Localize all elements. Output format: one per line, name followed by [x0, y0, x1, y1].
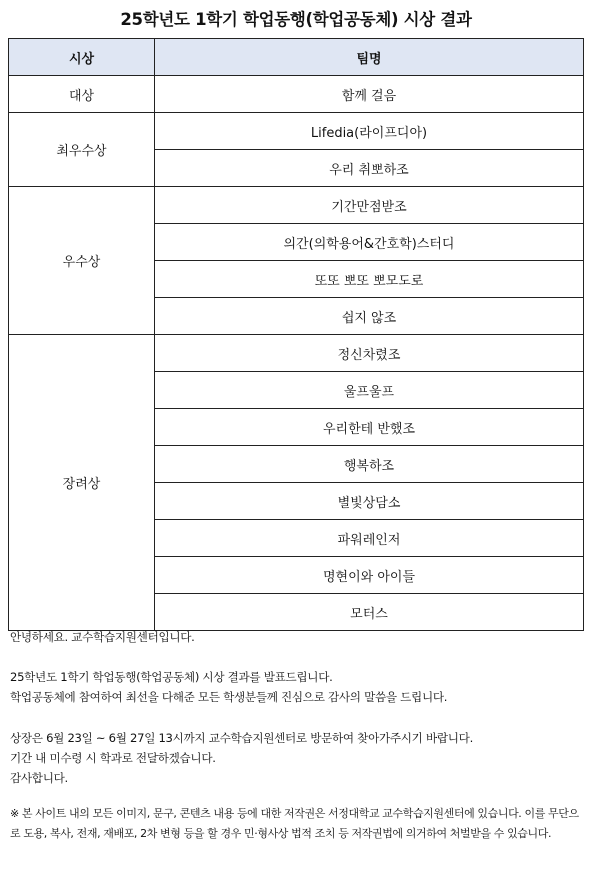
table-row [9, 113, 584, 150]
award-column-header: 시상 [9, 39, 155, 76]
team-cell: 의간(의학용어&간호학)스터디 [155, 224, 584, 261]
team-cell: 명현이와 아이들 [155, 557, 584, 594]
team-cell: 우리한테 반했조 [155, 409, 584, 446]
team-cell: 별빛상담소 [155, 483, 584, 520]
closing-text: 감사합니다. [10, 771, 68, 785]
team-cell: 기간만점받조 [155, 187, 584, 224]
award-cell-encouragement: 장려상 [9, 335, 155, 631]
table-row [9, 76, 584, 113]
page-title: 25학년도 1학기 학업동행(학업공동체) 시상 결과 [120, 10, 472, 29]
greeting-text: 안녕하세요. 교수학습지원센터입니다. [10, 630, 195, 644]
announcement-line: 25학년도 1학기 학업동행(학업공동체) 시상 결과를 발표드립니다. [10, 670, 333, 684]
copyright-notice: ※ 본 사이트 내의 모든 이미지, 문구, 콘텐츠 내용 등에 대한 저작권은 서정대학교 교수학습지원센터에 있습니다. 이를 무단으로 도용, 복사, 전재, 재배포, 2차 변형 등을 할 경우 민·형사상 법적 조치 등 저작권법에 의거하여 처벌받을 수 있습니다. [10, 807, 579, 840]
pickup-instructions: 상장은 6월 23일 ~ 6월 27일 13시까지 교수학습지원센터로 방문하여 찾아가주시기 바랍니다. [10, 731, 473, 745]
table-row [9, 335, 584, 372]
team-cell: 파워레인저 [155, 520, 584, 557]
team-cell: 함께 걸음 [155, 76, 584, 113]
unclaimed-notice: 기간 내 미수령 시 학과로 전달하겠습니다. [10, 751, 216, 765]
team-cell: 우리 취뽀하조 [155, 150, 584, 187]
award-cell-merit: 우수상 [9, 187, 155, 335]
awards-table [8, 38, 584, 631]
team-cell: Lifedia(라이프디아) [155, 113, 584, 150]
thanks-line: 학업공동체에 참여하여 최선을 다해준 모든 학생분들께 진심으로 감사의 말씀을 드립니다. [10, 690, 448, 704]
award-cell-excellence: 최우수상 [9, 113, 155, 187]
team-cell: 모터스 [155, 594, 584, 631]
team-cell: 행복하조 [155, 446, 584, 483]
team-column-header: 팀명 [155, 39, 584, 76]
table-header-row [9, 39, 584, 76]
award-cell-grand: 대상 [9, 76, 155, 113]
team-cell: 또또 뽀또 뽀모도로 [155, 261, 584, 298]
team-cell: 정신차렸조 [155, 335, 584, 372]
team-cell: 울프울프 [155, 372, 584, 409]
table-row [9, 187, 584, 224]
team-cell: 쉽지 않조 [155, 298, 584, 335]
